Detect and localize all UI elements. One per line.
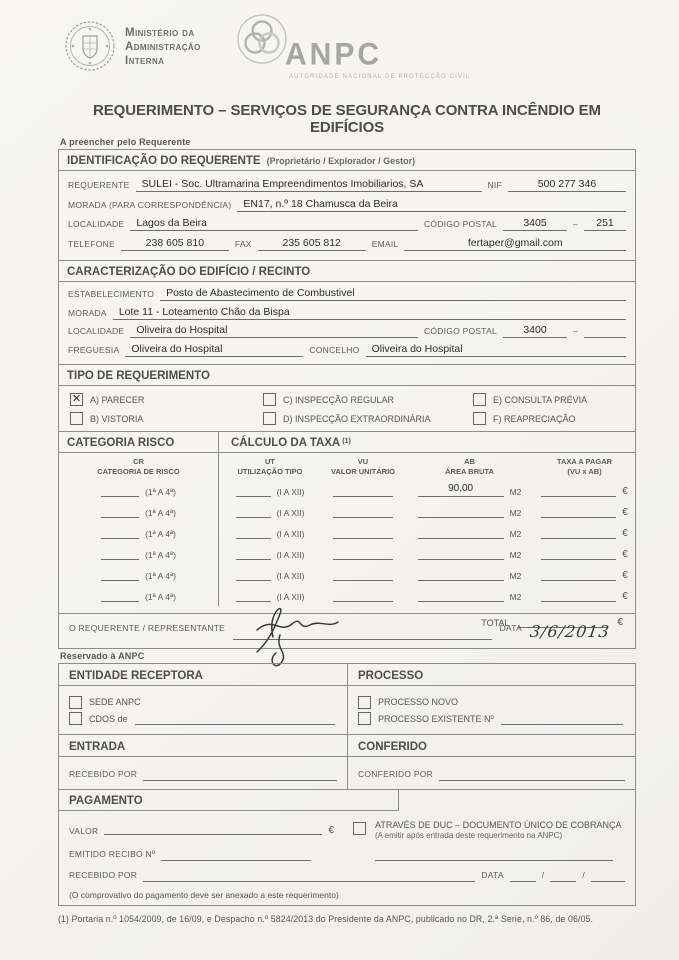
vu-blank-field (333, 526, 393, 539)
conferido-por-label: CONFERIDO POR (358, 769, 434, 779)
taxa-blank-field (541, 484, 616, 497)
option-sede-anpc (69, 696, 335, 709)
recebido-por-blank-field (143, 768, 337, 781)
option-label: D) INSPECÇÃO EXTRAORDINÁRIA (283, 413, 431, 424)
nif-label: NIF (487, 179, 502, 190)
taxa-blank-field (541, 505, 616, 518)
ut-hint: (I A XII) (276, 529, 305, 539)
option-reapreciacao (473, 412, 624, 425)
section-heading: IDENTIFICAÇÃO DO REQUERENTE (67, 155, 261, 167)
recebido-por-label: RECEBIDO POR (69, 769, 138, 779)
cr-hint: (1ª A 4ª) (145, 487, 176, 497)
date-year-blank (591, 869, 625, 882)
m2-unit: M2 (509, 550, 522, 560)
m2-unit: M2 (509, 487, 522, 497)
section-heading: TIPO DE REQUERIMENTO (67, 370, 210, 382)
ministry-name (125, 20, 201, 68)
processo-num-blank-field (501, 712, 623, 725)
ut-blank-field (236, 526, 271, 539)
cr-blank-field (101, 589, 139, 602)
ut-hint: (I A XII) (276, 571, 305, 581)
vu-blank-field (333, 484, 393, 497)
anpc-wordmark: ANPC (285, 37, 383, 72)
option-label: E) CONSULTA PRÉVIA (493, 394, 588, 405)
morada-label: MORADA (68, 307, 107, 318)
option-vistoria (70, 412, 263, 425)
option-inspeccao-extraordinaria (263, 412, 473, 425)
footnote-ref: (1) (342, 438, 351, 445)
requerente-label: REQUERENTE (68, 179, 130, 190)
section-entrada-conferido (58, 734, 636, 790)
taxa-blank-field (541, 547, 616, 560)
option-label: C) INSPECÇÃO REGULAR (283, 394, 395, 405)
ut-hint: (I A XII) (276, 487, 305, 497)
option-consulta-previa (473, 393, 624, 406)
ut-hint: (I A XII) (276, 592, 305, 602)
option-label: B) VISTORIA (90, 413, 144, 424)
option-inspeccao-regular (263, 393, 473, 406)
data-handwritten-value: 3/6/2013 (528, 621, 612, 641)
fill-note: A preencher pelo Requerente (60, 137, 191, 147)
cr-blank-field (101, 568, 139, 581)
taxa-blank-field (541, 589, 616, 602)
section-tipo-requerimento (58, 364, 636, 432)
option-cdos (69, 712, 335, 725)
euro-sign: € (622, 528, 628, 539)
ut-blank-field (236, 505, 271, 518)
option-label: PROCESSO NOVO (378, 697, 459, 708)
nif-field: 500 277 346 (508, 178, 626, 192)
ut-hint: (I A XII) (276, 508, 305, 518)
ab-field (418, 546, 504, 560)
cr-hint: (1ª A 4ª) (145, 571, 176, 581)
checkbox-reapreciacao (473, 412, 486, 425)
m2-unit: M2 (509, 571, 522, 581)
ut-hint: (I A XII) (276, 550, 305, 560)
duc-blank-line (375, 848, 613, 861)
date-separator: / (582, 870, 585, 881)
checkbox-consulta-previa (473, 393, 486, 406)
col-header-vu-sub: VALOR UNITÁRIO (330, 466, 396, 476)
checkbox-duc (353, 822, 366, 835)
localidade-label: LOCALIDADE (68, 326, 125, 337)
telefone-field: 238 605 810 (121, 237, 229, 251)
ministry-line-2: Administração (125, 41, 201, 54)
option-label: SEDE ANPC (89, 697, 141, 708)
col-header-ab-sub: ÁREA BRUTA (445, 466, 494, 476)
euro-sign: € (617, 617, 623, 628)
checkbox-vistoria (70, 412, 83, 425)
euro-sign: € (622, 486, 628, 497)
email-label: EMAIL (371, 239, 399, 250)
ab-field (418, 588, 504, 602)
footnote: (1) Portaria n.º 1054/2009, de 16/09, e Despacho n.º 5824/2013 do Presidente da ANPC, publicado no DR, 2.ª Serie, n.º 86, de 06/05. (58, 914, 594, 924)
col-header-taxa: TAXA A PAGAR (556, 457, 613, 466)
vu-blank-field (333, 547, 393, 560)
localidade-field: Lagos da Beira (130, 217, 418, 231)
total-label: TOTAL (481, 618, 510, 628)
cr-blank-field (101, 547, 139, 560)
recibo-blank-field (161, 848, 311, 861)
estabelecimento-label: ESTABELECIMENTO (68, 289, 155, 300)
ut-blank-field (236, 547, 271, 560)
entidade-heading: ENTIDADE RECEPTORA (69, 670, 203, 682)
data-label: DATA (499, 623, 522, 633)
pagamento-heading: PAGAMENTO (69, 795, 143, 807)
signature-field (233, 623, 491, 640)
m2-unit: M2 (509, 529, 522, 539)
valor-blank-field (104, 822, 322, 835)
ministry-line-1: Ministério da (125, 27, 195, 39)
conferido-por-blank-field (439, 768, 625, 781)
concelho-label: CONCELHO (309, 344, 360, 355)
codigo-postal-label: CÓDIGO POSTAL (424, 219, 498, 230)
cr-hint: (1ª A 4ª) (145, 529, 176, 539)
option-label: PROCESSO EXISTENTE Nº (378, 713, 494, 724)
ministry-logo (64, 20, 201, 72)
checkbox-processo-existente (358, 712, 371, 725)
date-day-blank (510, 869, 536, 882)
euro-sign: € (622, 591, 628, 602)
freguesia-label: FREGUESIA (68, 344, 120, 355)
section-heading-sub: (Proprietário / Explorador / Gestor) (266, 156, 416, 166)
ministry-line-3: Interna (125, 55, 165, 68)
euro-sign: € (622, 507, 628, 518)
option-processo-existente (358, 712, 623, 725)
ab-field (418, 567, 504, 581)
email-field: fertaper@gmail.com (404, 237, 626, 251)
m2-unit: M2 (509, 592, 522, 602)
estabelecimento-field: Posto de Abastecimento de Combustivel (160, 287, 626, 301)
recebido-por-label: RECEBIDO POR (69, 870, 138, 881)
cr-hint: (1ª A 4ª) (145, 592, 176, 602)
ab-field (418, 504, 504, 518)
morada-field: Lote 11 - Loteamento Chão da Bispa (113, 306, 626, 320)
col-header-taxa-sub: (VU x AB) (567, 466, 602, 476)
cr-hint: (1ª A 4ª) (145, 550, 176, 560)
fax-field: 235 605 812 (258, 237, 366, 251)
data-label: DATA (481, 870, 504, 881)
codigo-postal-field-2 (584, 325, 626, 338)
taxa-blank-field (541, 568, 616, 581)
anpc-knot-icon (233, 12, 291, 70)
checkbox-cdos (69, 712, 82, 725)
localidade-field: Oliveira do Hospital (130, 324, 418, 338)
heading-calculo-taxa: CÁLCULO DA TAXA (231, 437, 341, 449)
conferido-heading: CONFERIDO (358, 741, 427, 753)
col-header-ut-sub: UTILIZAÇÃO TIPO (237, 466, 303, 476)
duc-sub-label: (A emitir após entrada deste requerimento na ANPC) (375, 831, 563, 841)
option-label: CDOS de (89, 713, 128, 724)
codigo-postal-field-1: 3405 (503, 217, 567, 231)
option-processo-novo (358, 696, 623, 709)
vu-blank-field (333, 505, 393, 518)
ut-blank-field (236, 568, 271, 581)
codigo-postal-sep: – (573, 219, 578, 230)
ab-field (418, 525, 504, 539)
vu-blank-field (333, 568, 393, 581)
col-header-cr: CR (133, 457, 144, 466)
section-identificacao (58, 149, 636, 261)
ut-blank-field (236, 484, 271, 497)
cr-blank-field (101, 484, 139, 497)
recebido-por-blank-field (143, 869, 475, 882)
codigo-postal-label: CÓDIGO POSTAL (424, 326, 498, 337)
telefone-label: TELEFONE (68, 239, 115, 250)
taxa-blank-field (541, 526, 616, 539)
section-pagamento (58, 789, 636, 906)
concelho-field: Oliveira do Hospital (366, 343, 626, 357)
euro-sign: € (622, 570, 628, 581)
signature (239, 597, 389, 669)
emitido-recibo-label: EMITIDO RECIBO Nº (69, 849, 156, 860)
anpc-logo (233, 12, 471, 80)
section-heading: CARACTERIZAÇÃO DO EDIFÍCIO / RECINTO (67, 266, 311, 278)
euro-sign: € (622, 549, 628, 560)
anpc-subtitle: AUTORIDADE NACIONAL DE PROTECÇÃO CIVIL (289, 74, 471, 80)
requerente-field: SULEI - Soc. Ultramarina Empreendimentos Imobiliarios, SA (136, 178, 482, 192)
col-header-ab: AB (464, 457, 475, 466)
col-header-cr-sub: CATEGORIA DE RISCO (97, 466, 180, 476)
checkbox-inspeccao-extraordinaria (263, 412, 276, 425)
section-caracterizacao (58, 260, 636, 365)
col-header-ut: UT (265, 457, 275, 466)
requerente-representante-label: O REQUERENTE / REPRESENTANTE (69, 623, 226, 633)
option-label: A) PARECER (90, 394, 145, 405)
ministry-crest-icon (64, 20, 116, 72)
checkbox-sede-anpc (69, 696, 82, 709)
m2-unit: M2 (509, 508, 522, 518)
col-header-vu: VU (357, 457, 369, 466)
ab-field: 90,00 (418, 483, 504, 497)
reserved-note: Reservado à ANPC (60, 651, 145, 661)
valor-label: VALOR (69, 826, 99, 836)
cdos-blank-field (135, 712, 335, 725)
option-duc (353, 820, 625, 840)
form-title: REQUERIMENTO – SERVIÇOS DE SEGURANÇA CONTRA INCÊNDIO EM EDIFÍCIOS (93, 102, 601, 136)
processo-heading: PROCESSO (358, 670, 424, 682)
localidade-label: LOCALIDADE (68, 219, 125, 230)
duc-label: ATRAVÉS DE DUC – DOCUMENTO ÚNICO DE COBRANÇA (375, 820, 622, 830)
section-entidade-processo (58, 663, 636, 735)
checkbox-processo-novo (358, 696, 371, 709)
codigo-postal-field-2: 251 (584, 217, 626, 231)
fax-label: FAX (234, 239, 252, 250)
codigo-postal-sep: – (573, 326, 578, 337)
euro-sign: € (328, 825, 334, 836)
cr-hint: (1ª A 4ª) (145, 508, 176, 518)
codigo-postal-field-1: 3400 (503, 324, 567, 338)
option-label: F) REAPRECIAÇÃO (493, 413, 576, 424)
pagamento-note: (O comprovativo do pagamento deve ser anexado a este requerimento) (69, 889, 339, 900)
date-month-blank (550, 869, 576, 882)
morada-corr-label: MORADA (PARA CORRESPONDÊNCIA) (68, 199, 232, 210)
entrada-heading: ENTRADA (69, 741, 126, 753)
morada-corr-field: EN17, n.º 18 Chamusca da Beira (237, 198, 626, 212)
option-parecer (70, 393, 263, 406)
checkbox-parecer: ✕ (71, 393, 82, 405)
date-separator: / (541, 870, 545, 881)
freguesia-field: Oliveira do Hospital (125, 343, 303, 357)
checkbox-inspeccao-regular (263, 393, 276, 406)
cr-blank-field (101, 526, 139, 539)
section-assinatura (58, 613, 636, 649)
heading-categoria-risco: CATEGORIA RISCO (59, 432, 219, 452)
cr-blank-field (101, 505, 139, 518)
